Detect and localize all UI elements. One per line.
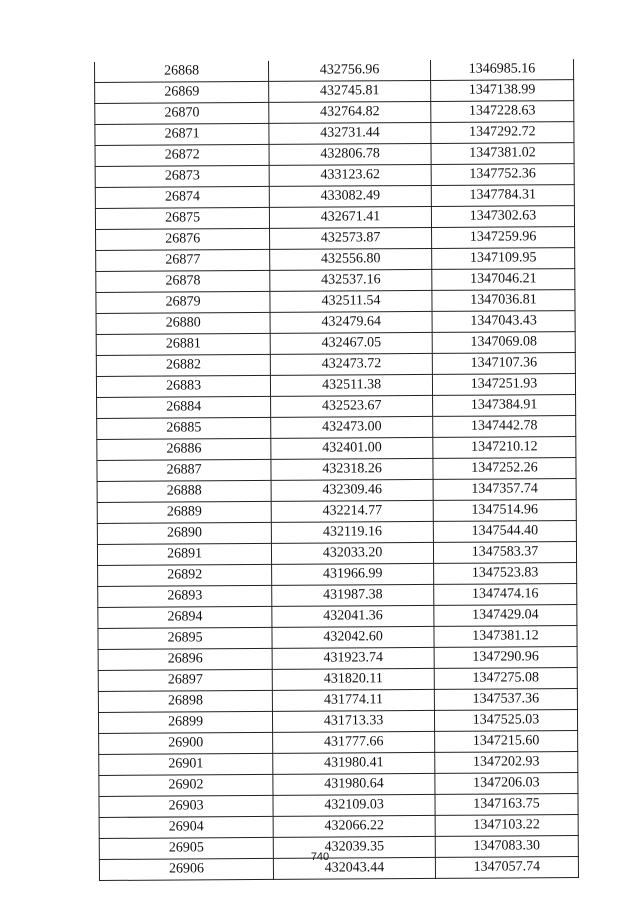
point-id-cell: 26880	[96, 312, 270, 334]
y-coordinate-cell: 1347252.26	[433, 458, 576, 480]
y-coordinate-cell: 1347537.36	[434, 689, 577, 711]
point-id-cell: 26892	[98, 564, 272, 586]
point-id-cell: 26873	[95, 165, 269, 187]
table-row	[96, 269, 575, 293]
x-coordinate-cell: 432806.78	[269, 143, 431, 165]
point-id-cell: 26868	[94, 61, 268, 83]
point-id-cell: 26874	[95, 186, 269, 208]
point-id-cell: 26875	[95, 207, 269, 229]
x-coordinate-cell: 432119.16	[272, 521, 434, 543]
point-id-cell: 26903	[99, 795, 273, 817]
x-coordinate-cell: 432042.60	[272, 626, 434, 648]
table-row	[96, 332, 575, 356]
y-coordinate-cell: 1347057.74	[435, 857, 578, 879]
y-coordinate-cell: 1347544.40	[433, 521, 576, 543]
x-coordinate-cell: 432039.35	[273, 836, 435, 858]
point-id-cell: 26883	[96, 375, 270, 397]
x-coordinate-cell: 431987.38	[272, 584, 434, 606]
table-row	[96, 311, 575, 335]
point-id-cell: 26898	[98, 690, 272, 712]
table-row	[99, 794, 578, 818]
table-row	[95, 101, 574, 125]
x-coordinate-cell: 432745.81	[269, 80, 431, 102]
x-coordinate-cell: 431820.11	[272, 668, 434, 690]
point-id-cell: 26889	[97, 501, 271, 523]
y-coordinate-cell: 1347228.63	[431, 101, 574, 123]
x-coordinate-cell: 432309.46	[271, 479, 433, 501]
x-coordinate-cell: 432511.38	[271, 374, 433, 396]
point-id-cell: 26904	[99, 816, 273, 838]
table-row	[96, 227, 575, 251]
table-row	[98, 668, 577, 692]
y-coordinate-cell: 1347043.43	[432, 311, 575, 333]
x-coordinate-cell: 432401.00	[271, 437, 433, 459]
y-coordinate-cell: 1347275.08	[434, 668, 577, 690]
point-id-cell: 26869	[95, 81, 269, 103]
point-id-cell: 26879	[96, 291, 270, 313]
point-id-cell: 26899	[98, 711, 272, 733]
x-coordinate-cell: 431713.33	[273, 710, 435, 732]
point-id-cell: 26885	[97, 417, 271, 439]
x-coordinate-cell: 431777.66	[273, 731, 435, 753]
y-coordinate-cell: 1347474.16	[434, 584, 577, 606]
point-id-cell: 26902	[99, 774, 273, 796]
y-coordinate-cell: 1347523.83	[434, 563, 577, 585]
y-coordinate-cell: 1347384.91	[432, 395, 575, 417]
y-coordinate-cell: 1347442.78	[433, 416, 576, 438]
x-coordinate-cell: 432473.00	[271, 416, 433, 438]
table-row	[95, 80, 574, 104]
point-id-cell: 26882	[96, 354, 270, 376]
y-coordinate-cell: 1347109.95	[432, 248, 575, 270]
x-coordinate-cell: 431980.64	[273, 773, 435, 795]
x-coordinate-cell: 432043.44	[274, 857, 436, 879]
y-coordinate-cell: 1347752.36	[431, 164, 574, 186]
x-coordinate-cell: 432764.82	[269, 101, 431, 123]
x-coordinate-cell: 432537.16	[270, 269, 432, 291]
x-coordinate-cell: 432671.41	[270, 206, 432, 228]
coordinate-table-body	[94, 59, 578, 880]
y-coordinate-cell: 1347083.30	[435, 836, 578, 858]
point-id-cell: 26905	[99, 837, 273, 859]
table-row	[95, 143, 574, 167]
x-coordinate-cell: 432109.03	[273, 794, 435, 816]
table-row	[98, 626, 577, 650]
table-row	[95, 185, 574, 209]
table-row	[96, 290, 575, 314]
y-coordinate-cell: 1346985.16	[430, 59, 573, 80]
point-id-cell: 26878	[96, 270, 270, 292]
x-coordinate-cell: 432731.44	[269, 122, 431, 144]
point-id-cell: 26890	[97, 522, 271, 544]
y-coordinate-cell: 1347163.75	[435, 794, 578, 816]
table-row	[97, 500, 576, 524]
table-row	[96, 374, 575, 398]
y-coordinate-cell: 1347381.12	[434, 626, 577, 648]
point-id-cell: 26891	[97, 543, 271, 565]
x-coordinate-cell: 432214.77	[271, 500, 433, 522]
x-coordinate-cell: 432066.22	[273, 815, 435, 837]
table-row	[98, 689, 577, 713]
x-coordinate-cell: 432479.64	[270, 311, 432, 333]
point-id-cell: 26887	[97, 459, 271, 481]
table-row	[95, 206, 574, 230]
x-coordinate-cell: 431966.99	[272, 563, 434, 585]
table-row	[96, 353, 575, 377]
x-coordinate-cell: 433123.62	[269, 164, 431, 186]
table-row	[98, 605, 577, 629]
table-row	[98, 710, 577, 734]
y-coordinate-cell: 1347103.22	[435, 815, 578, 837]
table-row	[99, 773, 578, 797]
point-id-cell: 26884	[97, 396, 271, 418]
point-id-cell: 26876	[96, 228, 270, 250]
table-row	[99, 731, 578, 755]
table-row	[97, 437, 576, 461]
x-coordinate-cell: 432523.67	[271, 395, 433, 417]
y-coordinate-cell: 1347292.72	[431, 122, 574, 144]
point-id-cell: 26894	[98, 606, 272, 628]
y-coordinate-cell: 1347429.04	[434, 605, 577, 627]
y-coordinate-cell: 1347784.31	[431, 185, 574, 207]
point-id-cell: 26888	[97, 480, 271, 502]
y-coordinate-cell: 1347107.36	[432, 353, 575, 375]
y-coordinate-cell: 1347514.96	[433, 500, 576, 522]
table-row	[97, 479, 576, 503]
table-row	[95, 122, 574, 146]
table-row	[96, 248, 575, 272]
y-coordinate-cell: 1347215.60	[435, 731, 578, 753]
x-coordinate-cell: 432556.80	[270, 248, 432, 270]
x-coordinate-cell: 431923.74	[272, 647, 434, 669]
table-row	[99, 752, 578, 776]
coordinate-table	[94, 59, 579, 881]
point-id-cell: 26886	[97, 438, 271, 460]
point-id-cell: 26897	[98, 669, 272, 691]
point-id-cell: 26881	[96, 333, 270, 355]
table-row	[98, 584, 577, 608]
point-id-cell: 26871	[95, 123, 269, 145]
page-number: 740	[310, 851, 330, 863]
table-row	[97, 542, 576, 566]
table-row	[98, 647, 577, 671]
x-coordinate-cell: 432467.05	[270, 332, 432, 354]
x-coordinate-cell: 431980.41	[273, 752, 435, 774]
point-id-cell: 26896	[98, 648, 272, 670]
table-row	[98, 563, 577, 587]
y-coordinate-cell: 1347206.03	[435, 773, 578, 795]
point-id-cell: 26877	[96, 249, 270, 271]
y-coordinate-cell: 1347069.08	[432, 332, 575, 354]
y-coordinate-cell: 1347210.12	[433, 437, 576, 459]
y-coordinate-cell: 1347046.21	[432, 269, 575, 291]
y-coordinate-cell: 1347138.99	[431, 80, 574, 102]
y-coordinate-cell: 1347357.74	[433, 479, 576, 501]
table-row	[97, 416, 576, 440]
table-row	[97, 395, 576, 419]
y-coordinate-cell: 1347525.03	[434, 710, 577, 732]
y-coordinate-cell: 1347583.37	[433, 542, 576, 564]
point-id-cell: 26906	[99, 858, 273, 880]
x-coordinate-cell: 432573.87	[270, 227, 432, 249]
table-row	[94, 59, 573, 82]
y-coordinate-cell: 1347381.02	[431, 143, 574, 165]
x-coordinate-cell: 432033.20	[272, 542, 434, 564]
point-id-cell: 26872	[95, 144, 269, 166]
point-id-cell: 26893	[98, 585, 272, 607]
table-row	[99, 815, 578, 839]
x-coordinate-cell: 433082.49	[269, 185, 431, 207]
y-coordinate-cell: 1347302.63	[431, 206, 574, 228]
y-coordinate-cell: 1347251.93	[432, 374, 575, 396]
x-coordinate-cell: 432318.26	[271, 458, 433, 480]
y-coordinate-cell: 1347259.96	[431, 227, 574, 249]
y-coordinate-cell: 1347290.96	[434, 647, 577, 669]
point-id-cell: 26901	[99, 753, 273, 775]
point-id-cell: 26870	[95, 102, 269, 124]
x-coordinate-cell: 432473.72	[271, 353, 433, 375]
y-coordinate-cell: 1347036.81	[432, 290, 575, 312]
x-coordinate-cell: 432756.96	[269, 60, 431, 81]
table-row	[95, 164, 574, 188]
table-row	[97, 521, 576, 545]
point-id-cell: 26900	[99, 732, 273, 754]
table-row	[97, 458, 576, 482]
x-coordinate-cell: 431774.11	[273, 689, 435, 711]
x-coordinate-cell: 432041.36	[272, 605, 434, 627]
x-coordinate-cell: 432511.54	[270, 290, 432, 312]
point-id-cell: 26895	[98, 627, 272, 649]
y-coordinate-cell: 1347202.93	[435, 752, 578, 774]
